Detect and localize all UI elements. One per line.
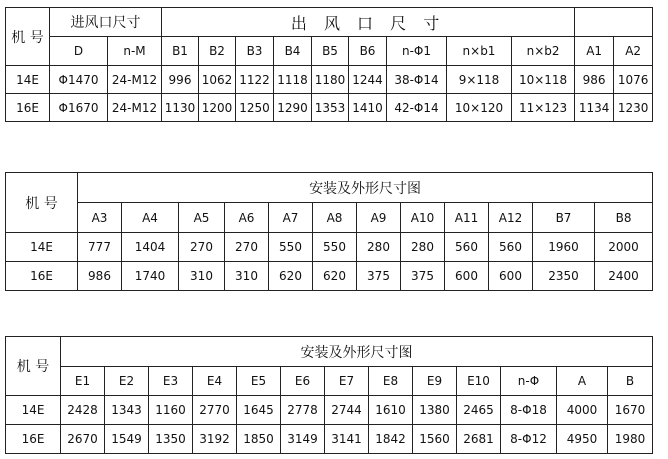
table-cell: 986	[78, 262, 122, 291]
table-cell: 1980	[608, 425, 653, 454]
column-header: A8	[313, 203, 357, 233]
column-header: E10	[457, 367, 501, 396]
table-cell: 986	[575, 66, 614, 94]
table-cell: 1560	[413, 425, 457, 454]
table-cell: 1290	[274, 94, 312, 122]
table-cell: 10×120	[447, 94, 512, 122]
table-cell: 1062	[199, 66, 236, 94]
inlet-size-header: 进风口尺寸	[50, 8, 162, 37]
table-cell: 3192	[193, 425, 237, 454]
column-header: A7	[269, 203, 313, 233]
table-cell: 1610	[369, 396, 413, 425]
machine-number-header: 机 号	[6, 337, 61, 396]
table-cell: 2465	[457, 396, 501, 425]
column-header: B8	[595, 203, 653, 233]
machine-number-header: 机 号	[6, 8, 50, 66]
table-cell: 620	[313, 262, 357, 291]
column-header: E8	[369, 367, 413, 396]
column-header: A4	[122, 203, 179, 233]
column-header: n×b2	[512, 37, 575, 66]
installation-dimensions-header: 安装及外形尺寸图	[78, 173, 653, 203]
table-cell: 8-Φ12	[501, 425, 557, 454]
header-blank-cell	[575, 8, 653, 37]
column-header: A9	[357, 203, 401, 233]
table-cell: 996	[162, 66, 199, 94]
column-header: A1	[575, 37, 614, 66]
table-cell: 1130	[162, 94, 199, 122]
table-cell: 280	[357, 233, 401, 262]
table-cell: 1250	[236, 94, 274, 122]
table-row	[6, 262, 653, 291]
column-header: E6	[281, 367, 325, 396]
table-cell: 16E	[6, 425, 61, 454]
column-header: n-Φ	[501, 367, 557, 396]
table-cell: 11×123	[512, 94, 575, 122]
column-header: A	[557, 367, 608, 396]
column-header: D	[50, 37, 108, 66]
table-cell: 1549	[105, 425, 149, 454]
column-header: E1	[61, 367, 105, 396]
table-cell: 1200	[199, 94, 236, 122]
column-header: B5	[312, 37, 349, 66]
table-cell: Φ1470	[50, 66, 108, 94]
table-row	[6, 233, 653, 262]
table-cell: 24-M12	[108, 94, 162, 122]
table-cell: 2778	[281, 396, 325, 425]
table-cell: 1244	[349, 66, 387, 94]
table-cell: 3149	[281, 425, 325, 454]
table-cell: 14E	[6, 233, 78, 262]
table-cell: 9×118	[447, 66, 512, 94]
table-cell: 550	[313, 233, 357, 262]
table-row	[6, 396, 653, 425]
table-row	[6, 425, 653, 454]
table-cell: 270	[179, 233, 225, 262]
column-header: A5	[179, 203, 225, 233]
table-cell: 2000	[595, 233, 653, 262]
table-cell: 310	[179, 262, 225, 291]
table-cell: 1670	[608, 396, 653, 425]
table-cell: 280	[401, 233, 445, 262]
column-header: E5	[237, 367, 281, 396]
table-cell: 270	[225, 233, 269, 262]
outlet-size-header: 出 风 口 尺 寸	[162, 8, 575, 37]
table-cell: 3141	[325, 425, 369, 454]
table-cell: 1230	[614, 94, 653, 122]
table-cell: 1740	[122, 262, 179, 291]
column-header: A3	[78, 203, 122, 233]
column-header: B6	[349, 37, 387, 66]
table-cell: 2670	[61, 425, 105, 454]
column-header: A12	[489, 203, 533, 233]
table-cell: 2744	[325, 396, 369, 425]
column-header-row	[6, 367, 653, 396]
table-cell: 560	[445, 233, 489, 262]
fan-dimension-table-1	[5, 7, 653, 122]
column-header: E3	[149, 367, 193, 396]
table-cell: 1350	[149, 425, 193, 454]
table-cell: 8-Φ18	[501, 396, 557, 425]
table-cell: 1134	[575, 94, 614, 122]
installation-dimensions-header: 安装及外形尺寸图	[61, 337, 653, 367]
column-header: A11	[445, 203, 489, 233]
machine-number-header: 机 号	[6, 173, 78, 233]
table-cell: 1842	[369, 425, 413, 454]
table-cell: 620	[269, 262, 313, 291]
table-cell: 1122	[236, 66, 274, 94]
column-header: B3	[236, 37, 274, 66]
table-cell: 1960	[533, 233, 595, 262]
table-cell: 560	[489, 233, 533, 262]
table-cell: 2428	[61, 396, 105, 425]
fan-dimension-table-3	[5, 336, 653, 454]
table-cell: 2770	[193, 396, 237, 425]
column-header: B7	[533, 203, 595, 233]
table-cell: 1160	[149, 396, 193, 425]
table-row	[6, 66, 653, 94]
table-cell: 24-M12	[108, 66, 162, 94]
column-header: E9	[413, 367, 457, 396]
table-cell: 1353	[312, 94, 349, 122]
column-header-row	[6, 37, 653, 66]
column-header: B4	[274, 37, 312, 66]
column-header: E7	[325, 367, 369, 396]
column-header: A2	[614, 37, 653, 66]
table-cell: 16E	[6, 262, 78, 291]
table-cell: 310	[225, 262, 269, 291]
table-cell: 42-Φ14	[387, 94, 447, 122]
table-cell: Φ1670	[50, 94, 108, 122]
table-cell: 1645	[237, 396, 281, 425]
table-cell: 16E	[6, 94, 50, 122]
table-cell: 14E	[6, 396, 61, 425]
table-row	[6, 94, 653, 122]
table-cell: 1118	[274, 66, 312, 94]
table-cell: 14E	[6, 66, 50, 94]
column-header: B1	[162, 37, 199, 66]
table-cell: 777	[78, 233, 122, 262]
table-cell: 38-Φ14	[387, 66, 447, 94]
table-cell: 600	[445, 262, 489, 291]
column-header: A6	[225, 203, 269, 233]
table-cell: 1380	[413, 396, 457, 425]
column-header: B	[608, 367, 653, 396]
table-cell: 1410	[349, 94, 387, 122]
table-cell: 1180	[312, 66, 349, 94]
column-header: n×b1	[447, 37, 512, 66]
column-header: B2	[199, 37, 236, 66]
table-cell: 375	[357, 262, 401, 291]
column-header: E2	[105, 367, 149, 396]
table-cell: 10×118	[512, 66, 575, 94]
column-header: n-Φ1	[387, 37, 447, 66]
fan-dimension-table-2	[5, 172, 653, 291]
table-cell: 1404	[122, 233, 179, 262]
table-cell: 2350	[533, 262, 595, 291]
column-header: E4	[193, 367, 237, 396]
table-cell: 4950	[557, 425, 608, 454]
column-header: n-M	[108, 37, 162, 66]
table-cell: 2400	[595, 262, 653, 291]
table-cell: 550	[269, 233, 313, 262]
column-header: A10	[401, 203, 445, 233]
table-cell: 1343	[105, 396, 149, 425]
column-header-row	[6, 203, 653, 233]
table-cell: 4000	[557, 396, 608, 425]
table-cell: 1076	[614, 66, 653, 94]
table-cell: 375	[401, 262, 445, 291]
table-cell: 2681	[457, 425, 501, 454]
table-cell: 600	[489, 262, 533, 291]
table-cell: 1850	[237, 425, 281, 454]
